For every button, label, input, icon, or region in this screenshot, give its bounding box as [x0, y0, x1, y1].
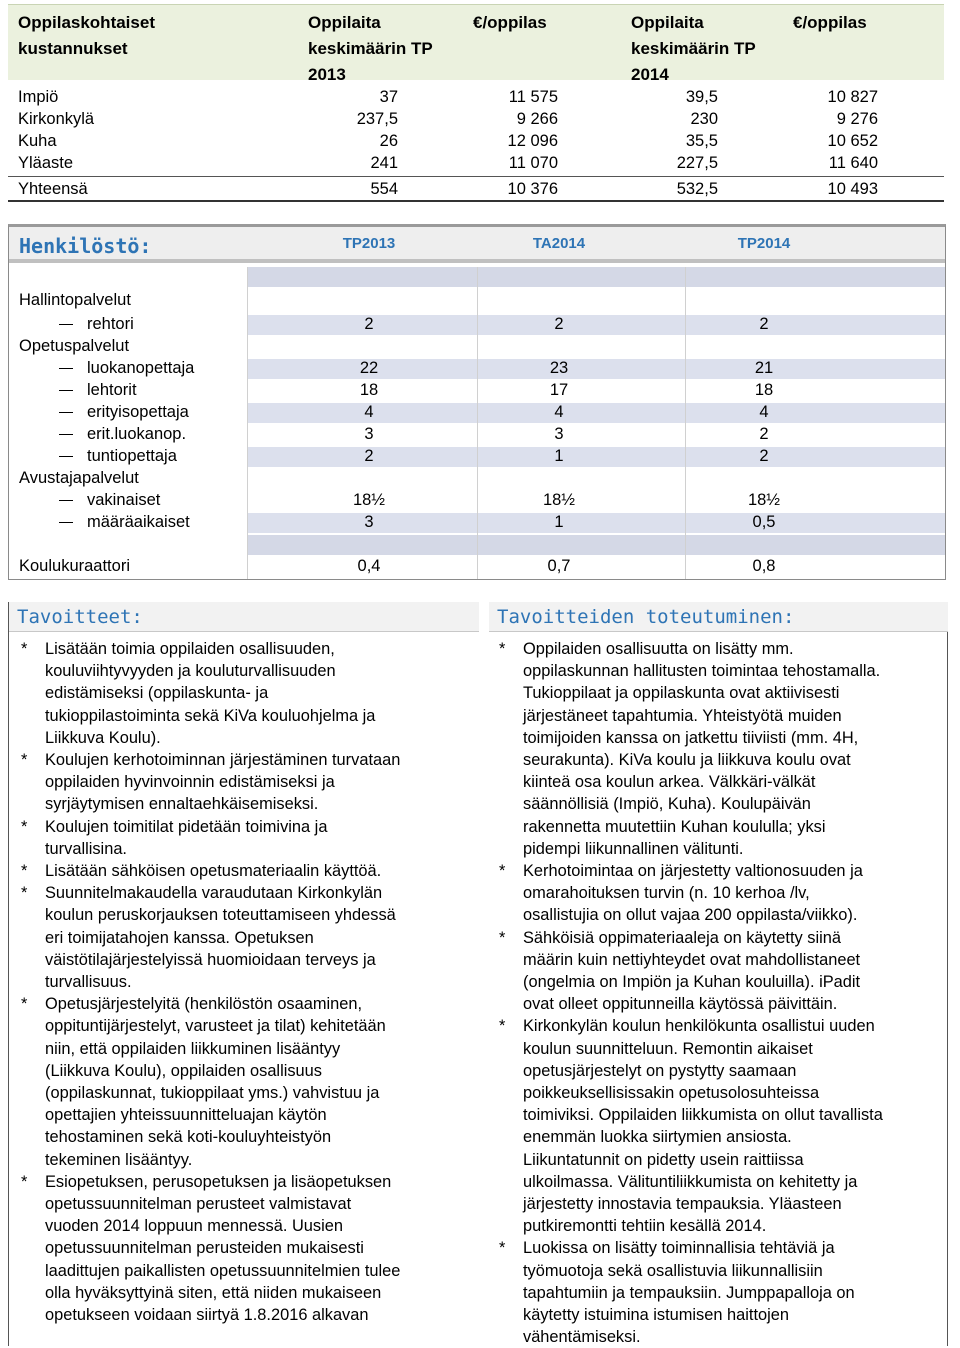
list-item-line: enemmän luokka siirtymien ansiosta. [523, 1128, 792, 1147]
list-item-line: opetukseen voidaan siirtyä 1.8.2016 alkavan [45, 1306, 369, 1325]
goals-heading: Tavoitteet: [9, 602, 479, 632]
staff-value-tp2013: 2 [364, 315, 374, 333]
list-item [15, 749, 475, 816]
stripe [247, 535, 945, 555]
staff-value-tp2014: 2 [759, 315, 769, 333]
list-item-line: (ongelmia on Impiön ja Kuhan kouluilla). iPadit [523, 973, 861, 992]
dash-bullet [59, 500, 73, 501]
school-name: Impiö [18, 88, 59, 106]
list-item-line: opetussuunnitelman perusteiden mukaisesti [45, 1239, 364, 1258]
dash-bullet [59, 412, 73, 413]
staff-value-tp2013: 2 [364, 447, 374, 465]
staff-value-tp2014: 4 [759, 403, 769, 421]
staff-value-tp2013: 3 [364, 513, 374, 531]
list-item-line: järjestetty innostavia tempauksia. Yläasteen [523, 1195, 842, 1214]
list-item-line: kouluviihtyvyyden ja kouluturvallisuuden [45, 662, 336, 681]
staff-row [9, 489, 945, 511]
list-item [15, 860, 475, 882]
table-row [8, 152, 944, 174]
list-item-line: kiinteä osa koulun arkea. Välkkäri-välkät [523, 773, 816, 792]
staff-value-ta2014: 3 [554, 425, 564, 443]
pupils-2014: 227,5 [676, 154, 718, 172]
asterisk-bullet: * [499, 928, 506, 947]
list-item [493, 638, 943, 860]
goals-section [8, 602, 948, 1346]
staff-row [9, 401, 945, 423]
eur-2014: 10 652 [827, 132, 878, 150]
list-item-line: seurakunta). KiVa koulu ja liikkuva koulu ovat [523, 751, 851, 770]
asterisk-bullet: * [21, 995, 28, 1014]
list-item-line: Lisätään sähköisen opetusmateriaalin käyttöä. [45, 862, 382, 881]
staff-value-ta2014: 0,7 [547, 557, 571, 575]
list-item-line: niin, että oppilaiden liikkuminen lisääntyy [45, 1039, 341, 1058]
list-item-line: Koulujen toimitilat pidetään toimivina ja [45, 817, 328, 836]
staff-row [9, 335, 945, 357]
list-item-line: järjestäneet tapahtumia. Yhteistyötä muiden [523, 706, 842, 725]
list-item-line: Esiopetuksen, perusopetuksen ja lisäopetuksen [45, 1172, 392, 1191]
staff-value-tp2013: 4 [364, 403, 374, 421]
list-item [15, 638, 475, 749]
eur-2014: 11 640 [828, 154, 878, 172]
header-eur-per-pupil-2014: €/oppilas [793, 13, 867, 32]
staff-value-tp2013: 22 [359, 359, 379, 377]
list-item-line: opetusjärjestelyt on pystytty saamaan [523, 1061, 797, 1080]
staff-role-label: erityisopettaja [87, 403, 189, 421]
pupils-2013: 237,5 [356, 110, 398, 128]
asterisk-bullet: * [21, 640, 28, 658]
list-item-line: toimijoiden kanssa on jatkettu tiiviisti (mm. 4H, [523, 728, 859, 747]
staff-value-tp2014: 0,8 [752, 557, 776, 575]
staff-value-ta2014: 18½ [542, 491, 576, 509]
list-item-line: (Liikkuva Koulu), oppilaiden osallisuus [45, 1061, 322, 1080]
staff-value-tp2014: 2 [759, 447, 769, 465]
table-row [8, 86, 944, 108]
staff-col-ta2014: TA2014 [532, 235, 586, 252]
asterisk-bullet: * [499, 640, 506, 658]
staff-value-tp2014: 18½ [747, 491, 781, 509]
list-item-line: Lisätään toimia oppilaiden osallisuuden, [45, 640, 335, 658]
staff-value-tp2013: 3 [364, 425, 374, 443]
goals-list [15, 638, 475, 1326]
staff-value-ta2014: 4 [554, 403, 564, 421]
list-item-line: vuoden 2014 loppuun mennessä. Uusien [45, 1217, 343, 1236]
list-item-line: vähentämiseksi. [523, 1328, 641, 1347]
asterisk-bullet: * [21, 751, 28, 770]
eur-2014: 9 276 [836, 110, 878, 128]
list-item-line: käytetty istuimina istumisen haittojen [523, 1306, 790, 1325]
staff-value-tp2013: 0,4 [357, 557, 381, 575]
staff-role-label: määräaikaiset [87, 513, 190, 531]
staff-value-ta2014: 2 [554, 315, 564, 333]
achievements-heading: Tavoitteiden toteutuminen: [489, 602, 948, 632]
list-item-line: eri toimijatahojen kanssa. Opetuksen [45, 928, 314, 947]
eur-2013: 11 070 [508, 154, 558, 172]
list-item-line: koulun suunnitteluun. Remontin aikaiset [523, 1039, 813, 1058]
list-item [15, 993, 475, 1171]
list-item-line: säännöllisiä (Impiö, Kuha). Koulupäivän [523, 795, 811, 814]
list-item [15, 816, 475, 860]
table-row [8, 108, 944, 130]
list-item [15, 1171, 475, 1326]
list-item-line: (oppilaskunnat, tukioppilaat yms.) vahvistuu ja [45, 1084, 380, 1103]
total-label: Yhteensä [18, 180, 88, 198]
list-item-line: opetussuunnitelman perusteet valmistavat [45, 1195, 352, 1214]
school-name: Kuha [18, 132, 57, 150]
dash-bullet [59, 368, 73, 369]
achievements-list [493, 638, 943, 1348]
table-row [8, 130, 944, 152]
asterisk-bullet: * [21, 1172, 28, 1191]
total-eur-2014: 10 493 [827, 180, 878, 198]
list-item-line: oppilaskunnan hallitusten toimintaa tehostamalla. [523, 662, 881, 681]
staff-row [9, 379, 945, 401]
staff-role-label: tuntiopettaja [87, 447, 177, 465]
list-item-line: edistämiseksi (oppilaskunta- ja [45, 684, 269, 703]
staff-col-tp2014: TP2014 [737, 235, 791, 252]
staff-row [9, 357, 945, 379]
asterisk-bullet: * [21, 862, 28, 881]
school-name: Kirkonkylä [18, 110, 95, 128]
eur-2014: 10 827 [827, 88, 878, 106]
list-item-line: Suunnitelmakaudella varaudutaan Kirkonkylän [45, 884, 383, 903]
dash-bullet [59, 522, 73, 523]
list-item-line: Luokissa on lisätty toiminnallisia tehtäviä ja [523, 1239, 835, 1258]
pupils-2013: 37 [379, 88, 398, 106]
staff-group-label: Hallintopalvelut [19, 291, 131, 309]
staff-row [9, 423, 945, 445]
staff-value-ta2014: 17 [549, 381, 569, 399]
eur-2013: 9 266 [516, 110, 558, 128]
staff-group-label: Opetuspalvelut [19, 337, 130, 355]
dash-bullet [59, 324, 73, 325]
header-cost-label: Oppilaskohtaiset kustannukset [18, 13, 155, 58]
staff-row [9, 313, 945, 335]
staff-value-ta2014: 23 [549, 359, 569, 377]
list-item-line: toimiviksi. Oppilaiden liikkumista on ollut tavallista [523, 1106, 883, 1125]
pupils-2013: 26 [379, 132, 398, 150]
staff-role-label: lehtorit [87, 381, 137, 399]
staff-role-label: rehtori [87, 315, 134, 333]
eur-2013: 12 096 [507, 132, 558, 150]
header-eur-per-pupil-2013: €/oppilas [473, 13, 547, 32]
list-item [493, 1237, 943, 1348]
staff-col-tp2013: TP2013 [342, 235, 396, 252]
list-item-line: olla hyväksyttyinä siten, että niiden mukaiseen [45, 1283, 382, 1302]
staff-value-tp2014: 21 [754, 359, 774, 377]
list-item-line: Sähköisiä oppimateriaaleja on käytetty siinä [523, 928, 841, 947]
list-item-line: tapahtumiin ja tempauksiin. Jumppapalloja on [523, 1283, 855, 1302]
list-item-line: Liikkuva Koulu). [45, 728, 161, 747]
list-item-line: pidempi liikunnallinen välitunti. [523, 839, 744, 858]
list-item-line: poikkeuksellisissakin opetusolosuhteissa [523, 1084, 820, 1103]
staff-value-ta2014: 1 [554, 447, 564, 465]
list-item-line: putkiremontti tehtiin kesällä 2014. [523, 1217, 767, 1236]
staff-role-label: luokanopettaja [87, 359, 195, 377]
staff-row [9, 445, 945, 467]
list-item-line: väistötilajärjestelyissä huomioidaan terveys ja [45, 950, 376, 969]
staff-value-tp2013: 18½ [352, 491, 386, 509]
staff-table-header [9, 227, 945, 263]
list-item-line: Oppilaiden osallisuutta on lisätty mm. [523, 640, 794, 658]
list-item-line: koulun peruskorjauksen toteuttamiseen yhdessä [45, 906, 396, 925]
list-item-line: Tukioppilaat ja oppilaskunta ovat aktiivisesti [523, 684, 840, 703]
asterisk-bullet: * [499, 1017, 506, 1036]
list-item-line: Opetusjärjestelyitä (henkilöstön osaaminen, [45, 995, 363, 1014]
list-item-line: laadittujen paikallisten opetussuunnitelmien tulee [45, 1261, 401, 1280]
staff-value-ta2014: 1 [554, 513, 564, 531]
header-pupils-2014: Oppilaita keskimäärin TP 2014 [631, 13, 756, 84]
pupils-2013: 241 [370, 154, 398, 172]
pupils-2014: 39,5 [685, 88, 718, 106]
staff-table [8, 224, 946, 580]
asterisk-bullet: * [499, 1239, 506, 1258]
list-item-line: rakennetta muutettiin Kuhan koululla; yksi [523, 817, 826, 836]
eur-2013: 11 575 [508, 88, 558, 106]
list-item-line: turvallisuus. [45, 973, 132, 992]
school-name: Yläaste [18, 154, 74, 172]
list-item-line: osallistujia on ollut vajaa 200 oppilasta/viikko). [523, 906, 858, 925]
asterisk-bullet: * [21, 817, 28, 836]
asterisk-bullet: * [21, 884, 28, 903]
list-item-line: Koulujen kerhotoiminnan järjestäminen turvataan [45, 751, 401, 770]
list-item-line: oppilaiden hyvinvoinnin edistämiseksi ja [45, 773, 335, 792]
staff-row-kuraattori [9, 555, 945, 577]
dash-bullet [59, 434, 73, 435]
list-item-line: turvallisina. [45, 839, 127, 858]
list-item-line: tehostaminen sekä koti-kouluyhteistyön [45, 1128, 332, 1147]
total-eur-2013: 10 376 [507, 180, 558, 198]
list-item [493, 860, 943, 927]
list-item-line: Liikuntatunnit on pidetty usein raittiissa [523, 1150, 804, 1169]
list-item-line: työmuotoja sekä osallistuvia liikunnallisiin [523, 1261, 823, 1280]
list-item [493, 1015, 943, 1237]
total-row [8, 176, 944, 202]
list-item-line: Kerhotoimintaa on järjestetty valtionosuuden ja [523, 862, 863, 881]
list-item-line: syrjäytymisen ennaltaehkäisemiseksi. [45, 795, 319, 814]
pupils-2014: 230 [690, 110, 718, 128]
list-item-line: opettajien yhteissuunnitteluajan käytön [45, 1106, 327, 1125]
list-item [15, 882, 475, 993]
staff-row [9, 511, 945, 533]
staff-row [9, 467, 945, 489]
dash-bullet [59, 390, 73, 391]
staff-kuraattori-label: Koulukuraattori [19, 557, 130, 575]
staff-row [9, 289, 945, 311]
staff-group-label: Avustajapalvelut [19, 469, 139, 487]
pupils-2014: 35,5 [685, 132, 718, 150]
list-item-line: Kirkonkylän koulun henkilökunta osallistui uuden [523, 1017, 875, 1036]
header-pupils-2013: Oppilaita keskimäärin TP 2013 [308, 13, 433, 84]
list-item-line: tukioppilastoiminta sekä KiVa kouluohjelma ja [45, 706, 376, 725]
list-item-line: ulkoilmassa. Välituntiliikkumista on kehitetty ja [523, 1172, 858, 1191]
cost-table [8, 4, 944, 202]
stripe [247, 267, 945, 287]
staff-role-label: erit.luokanop. [87, 425, 187, 443]
total-pupils-2014: 532,5 [676, 180, 718, 198]
dash-bullet [59, 456, 73, 457]
list-item-line: määrin kuin nettiyhteydet ovat mahdollistaneet [523, 950, 861, 969]
total-pupils-2013: 554 [370, 180, 398, 198]
staff-value-tp2013: 18 [359, 381, 379, 399]
staff-value-tp2014: 0,5 [752, 513, 776, 531]
list-item-line: oppituntijärjestelyt, varusteet ja tilat) kehitetään [45, 1017, 386, 1036]
staff-title: Henkilöstö: [19, 234, 152, 258]
cost-table-header [8, 4, 944, 84]
list-item-line: omarahoituksen turvin (n. 10 kerhoa /lv, [523, 884, 810, 903]
staff-role-label: vakinaiset [87, 491, 161, 509]
list-item-line: tekeminen lisääntyy. [45, 1150, 193, 1169]
staff-value-tp2014: 2 [759, 425, 769, 443]
asterisk-bullet: * [499, 862, 506, 881]
staff-value-tp2014: 18 [754, 381, 774, 399]
list-item-line: ovat olleet oppitunneilla käytössä päivittäin. [523, 995, 838, 1014]
list-item [493, 927, 943, 1016]
